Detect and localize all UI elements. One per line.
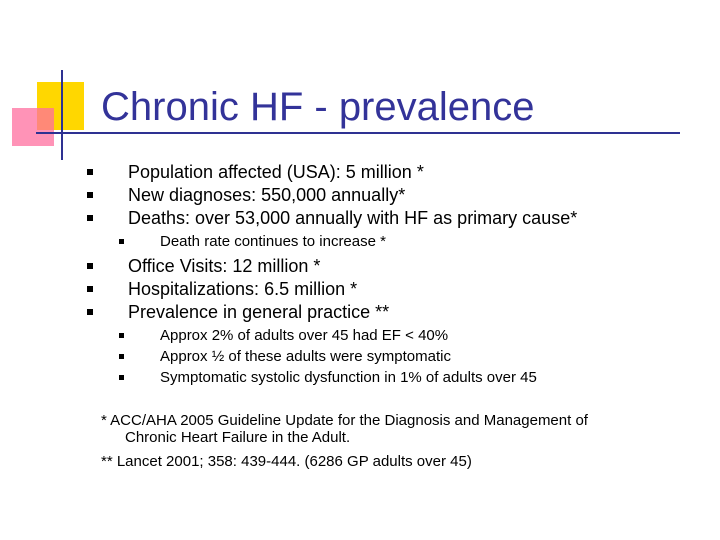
list-item [128, 207, 577, 229]
bullet-square-icon [119, 375, 124, 380]
bullet-square-icon [87, 309, 93, 315]
bullet-square-icon [87, 215, 93, 221]
list-item [128, 184, 405, 206]
bullet-text: Hospitalizations: 6.5 million * [128, 279, 358, 299]
bullet-square-icon [119, 333, 124, 338]
bullet-square-icon [87, 286, 93, 292]
bullet-text: Office Visits: 12 million * [128, 256, 321, 276]
list-item [160, 233, 386, 251]
bullet-square-icon [87, 263, 93, 269]
bullet-text: Approx ½ of these adults were symptomatic [160, 348, 451, 365]
list-item [160, 327, 448, 345]
list-item [128, 255, 320, 277]
bullet-text: Death rate continues to increase * [160, 233, 386, 250]
bullet-text: Deaths: over 53,000 annually with HF as primary cause* [128, 208, 578, 228]
bullet-square-icon [87, 192, 93, 198]
bullet-text: Population affected (USA): 5 million * [128, 162, 424, 182]
reference-line: * ACC/AHA 2005 Guideline Update for the Diagnosis and Management of [101, 412, 588, 429]
list-item [160, 369, 537, 387]
pink-square [12, 108, 54, 146]
bullet-square-icon [119, 239, 124, 244]
bullet-text: Prevalence in general practice ** [128, 302, 390, 322]
reference-line: ** Lancet 2001; 358: 439-444. (6286 GP adults over 45) [101, 453, 472, 470]
reference-line: Chronic Heart Failure in the Adult. [125, 429, 351, 446]
list-item [128, 278, 357, 300]
bullet-text: Symptomatic systolic dysfunction in 1% of adults over 45 [160, 369, 537, 386]
list-item [128, 161, 424, 183]
bullet-square-icon [119, 354, 124, 359]
bullet-text: Approx 2% of adults over 45 had EF < 40% [160, 327, 449, 344]
list-item [128, 301, 389, 323]
bullet-text: New diagnoses: 550,000 annually* [128, 185, 406, 205]
slide-title: Chronic HF - prevalence [101, 85, 535, 129]
list-item [160, 348, 451, 366]
bullet-square-icon [87, 169, 93, 175]
